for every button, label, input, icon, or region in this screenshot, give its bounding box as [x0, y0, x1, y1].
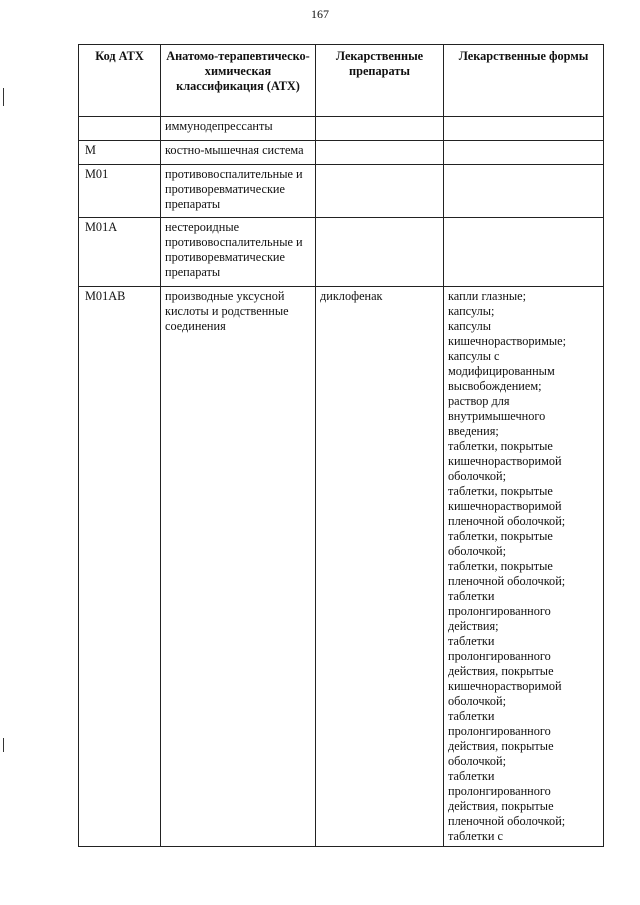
table-row [79, 218, 604, 287]
page-number: 167 [311, 7, 329, 21]
atc-code-cell: M01AB [79, 287, 161, 847]
atc-code-cell: M [79, 141, 161, 165]
drug-cell [316, 218, 444, 287]
dosage-form-item: капсулы; [448, 304, 495, 318]
dosage-form-item: таблетки пролонгированного действия, покрытые пленочной оболочкой; [448, 769, 566, 828]
dosage-form-item: таблетки пролонгированного действия, покрытые оболочкой; [448, 709, 554, 768]
dosage-form-item: таблетки, покрытые кишечнорастворимой оболочкой; [448, 439, 562, 483]
atc-code-cell: M01 [79, 165, 161, 218]
table-row [79, 117, 604, 141]
table-row [79, 141, 604, 165]
table-row [79, 165, 604, 218]
forms-cell [444, 218, 604, 287]
atc-classification-table [78, 44, 604, 847]
header-drugs: Лекарственные препараты [316, 45, 444, 117]
atc-code-cell [79, 117, 161, 141]
dosage-form-item: капсулы кишечнорастворимые; [448, 319, 567, 348]
forms-cell [444, 117, 604, 141]
dosage-forms-list [448, 289, 599, 844]
classification-cell: иммунодепрессанты [161, 117, 316, 141]
forms-cell [444, 287, 604, 847]
drug-cell: диклофенак [316, 287, 444, 847]
dosage-form-item: капли глазные; [448, 289, 527, 303]
classification-cell: производные уксусной кислоты и родственные соединения [161, 287, 316, 847]
classification-cell: противовоспалительные и противоревматические препараты [161, 165, 316, 218]
classification-cell: нестероидные противовоспалительные и противоревматические препараты [161, 218, 316, 287]
dosage-form-item: таблетки, покрытые кишечнорастворимой пленочной оболочкой; [448, 484, 566, 528]
dosage-form-item: таблетки с [448, 829, 503, 843]
scan-edge-mark-top [3, 88, 4, 106]
header-atc-code: Код ATX [79, 45, 161, 117]
header-classification: Анатомо-терапевтическо-химическая классификация (АТХ) [161, 45, 316, 117]
dosage-form-item: таблетки, покрытые оболочкой; [448, 529, 553, 558]
forms-cell [444, 165, 604, 218]
drug-cell [316, 117, 444, 141]
classification-cell: костно-мышечная система [161, 141, 316, 165]
dosage-form-item: таблетки пролонгированного действия; [448, 589, 551, 633]
atc-code-cell: M01A [79, 218, 161, 287]
dosage-form-item: таблетки, покрытые пленочной оболочкой; [448, 559, 566, 588]
table-header-row [79, 45, 604, 117]
header-dosage-forms: Лекарственные формы [444, 45, 604, 117]
forms-cell [444, 141, 604, 165]
scan-edge-mark-bottom [3, 738, 4, 752]
dosage-form-item: таблетки пролонгированного действия, покрытые кишечнорастворимой оболочкой; [448, 634, 562, 708]
drug-cell [316, 165, 444, 218]
dosage-form-item: раствор для внутримышечного введения; [448, 394, 546, 438]
table-row [79, 287, 604, 847]
drug-cell [316, 141, 444, 165]
dosage-form-item: капсулы с модифицированным высвобождением; [448, 349, 555, 393]
